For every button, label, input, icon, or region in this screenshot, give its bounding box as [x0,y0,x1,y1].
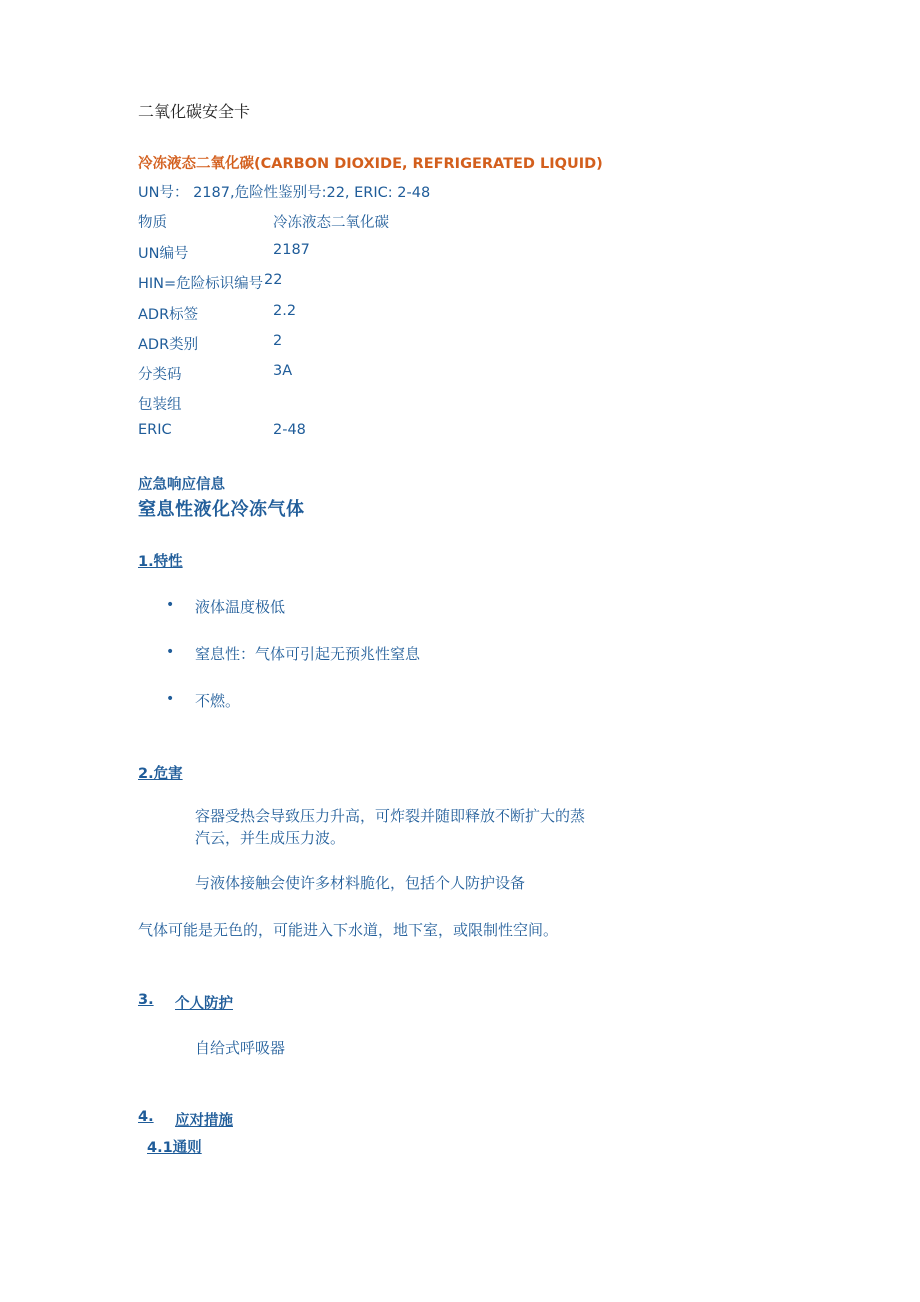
section-3-number: 3. [138,992,154,1008]
response-heading: 应急响应信息 [138,477,225,493]
bullet-dot: • [166,691,175,707]
property-value: 冷冻液态二氧化碳 [273,215,389,231]
property-value: 22 [264,272,283,288]
property-value: 2187 [273,242,310,258]
property-value: 3A [273,363,293,379]
section-4-1-title: 4.1通则 [147,1140,202,1156]
substance-heading: 冷冻液态二氧化碳(CARBON DIOXIDE, REFRIGERATED LIQUID) [138,156,603,172]
hazard-paragraph: 气体可能是无色的，可能进入下水道，地下室，或限制性空间。 [138,921,559,939]
bullet-dot: • [166,644,175,660]
property-label: ADR标签 [138,307,199,323]
property-value: 2 [273,333,283,349]
document-title: 二氧化碳安全卡 [138,102,251,121]
bullet-dot: • [166,597,175,613]
section-4-title: 应对措施 [175,1113,233,1129]
list-item: 窒息性：气体可引起无预兆性窒息 [195,645,421,663]
property-label: 分类码 [138,367,182,383]
hazard-paragraph: 与液体接触会使许多材料脆化，包括个人防护设备 [195,874,526,892]
property-label: UN编号 [138,246,189,262]
property-value: 2.2 [273,303,297,319]
list-item: 不燃。 [195,692,241,710]
section-1-title: 1.特性 [138,554,183,570]
property-label: ERIC [138,422,172,438]
property-value: 2-48 [273,422,306,438]
protection-text: 自给式呼吸器 [195,1039,286,1057]
property-label: ADR类别 [138,337,199,353]
section-3-title: 个人防护 [175,996,233,1012]
list-item: 液体温度极低 [195,598,286,616]
un-info-line: UN号： 2187,危险性鉴别号:22, ERIC: 2-48 [138,185,431,201]
hazard-type-heading: 窒息性液化冷冻气体 [138,499,305,520]
section-4-number: 4. [138,1109,154,1125]
hazard-paragraph-line: 容器受热会导致压力升高，可炸裂并随即释放不断扩大的蒸 [195,807,586,825]
property-label: 包装组 [138,397,182,413]
section-2-title: 2.危害 [138,766,183,782]
hazard-paragraph-line: 汽云，并生成压力波。 [195,829,346,847]
property-label: 物质 [138,215,167,231]
property-label: HIN=危险标识编号 [138,276,264,292]
